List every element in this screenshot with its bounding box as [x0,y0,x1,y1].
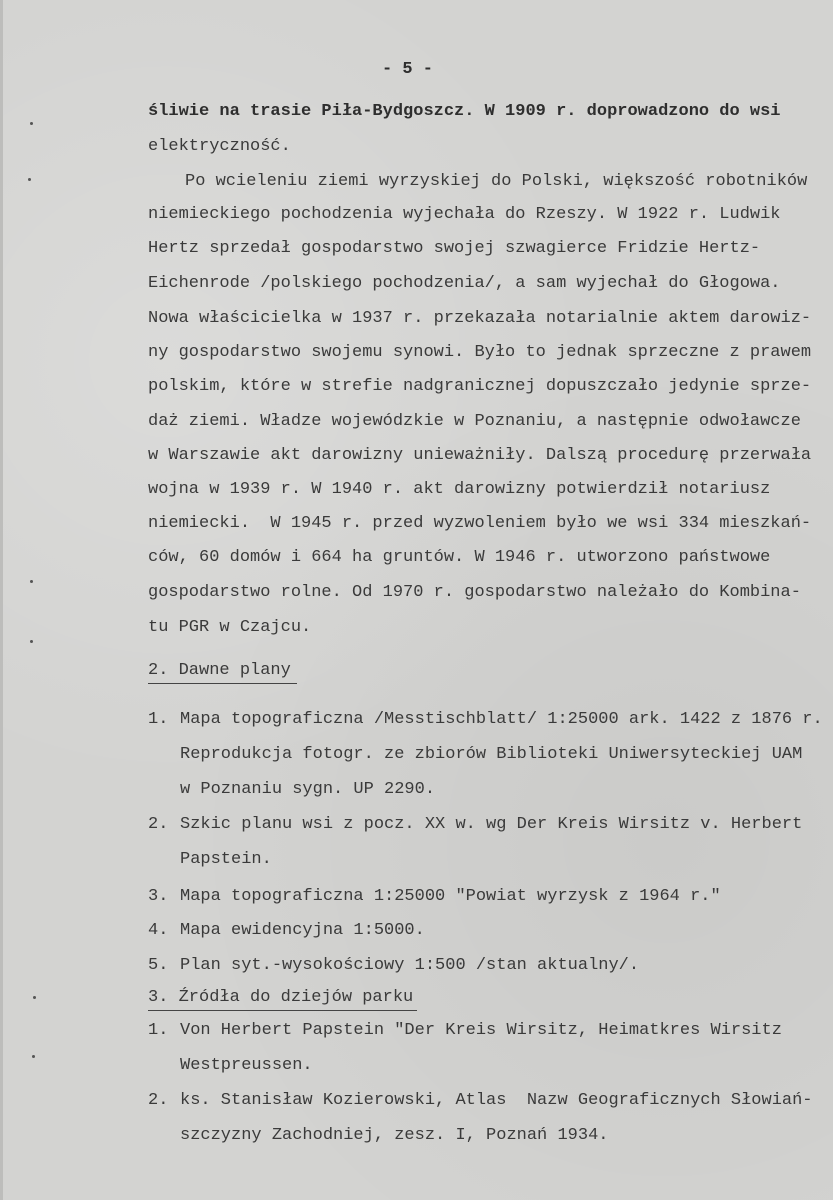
text-line: Eichenrode /polskiego pochodzenia/, a sam wyjechał do Głogowa. [148,274,781,293]
list-number: 5. [148,956,169,975]
list-number: 1. [148,1021,169,1040]
text-line: Nowa właścicielka w 1937 r. przekazała notarialnie aktem darowiz- [148,309,812,328]
margin-speck [33,996,36,999]
margin-speck [28,178,31,181]
text-line: daż ziemi. Władze wojewódzkie w Poznaniu, a następnie odwoławcze [148,412,801,431]
section-heading-zrodla: 3. Źródła do dziejów parku [148,988,417,1011]
list-item: Westpreussen. [180,1056,313,1075]
list-number: 2. [148,1091,169,1110]
text-line: elektryczność. [148,137,291,156]
text-line: w Warszawie akt darowizny unieważniły. Dalszą procedurę przerwała [148,446,812,465]
text-line: tu PGR w Czajcu. [148,618,312,637]
text-line: ców, 60 domów i 664 ha gruntów. W 1946 r. utworzono państwowe [148,548,771,567]
text-line: niemieckiego pochodzenia wyjechała do Rzeszy. W 1922 r. Ludwik [148,205,781,224]
text-line: Po wcieleniu ziemi wyrzyskiej do Polski, większość robotników [185,172,808,191]
margin-speck [32,1055,35,1058]
list-number: 2. [148,815,169,834]
page-edge [0,0,3,1200]
list-item: Mapa topograficzna 1:25000 "Powiat wyrzysk z 1964 r." [180,887,721,906]
list-number: 1. [148,710,169,729]
margin-speck [30,580,33,583]
list-item: Mapa ewidencyjna 1:5000. [180,921,425,940]
section-heading-dawne-plany: 2. Dawne plany [148,661,297,684]
page-number: - 5 - [382,60,434,79]
list-number: 4. [148,921,169,940]
list-item: Papstein. [180,850,272,869]
list-number: 3. [148,887,169,906]
text-line: ny gospodarstwo swojemu synowi. Było to jednak sprzeczne z prawem [148,343,812,362]
list-item: Reprodukcja fotogr. ze zbiorów Biblioteki Uniwersyteckiej UAM [180,745,803,764]
text-line: gospodarstwo rolne. Od 1970 r. gospodarstwo należało do Kombina- [148,583,801,602]
list-item: ks. Stanisław Kozierowski, Atlas Nazw Geograficznych Słowiań- [180,1091,813,1110]
margin-speck [30,122,33,125]
list-item: Mapa topograficzna /Messtischblatt/ 1:25000 ark. 1422 z 1876 r. [180,710,823,729]
list-item: szczyzny Zachodniej, zesz. I, Poznań 1934. [180,1126,609,1145]
list-item: Szkic planu wsi z pocz. XX w. wg Der Kreis Wirsitz v. Herbert [180,815,803,834]
list-item: Plan syt.-wysokościowy 1:500 /stan aktualny/. [180,956,640,975]
text-line: śliwie na trasie Piła-Bydgoszcz. W 1909 r. doprowadzono do wsi [148,102,781,121]
text-line: polskim, które w strefie nadgranicznej dopuszczało jedynie sprze- [148,377,812,396]
margin-speck [30,640,33,643]
text-line: wojna w 1939 r. W 1940 r. akt darowizny potwierdził notariusz [148,480,771,499]
text-line: Hertz sprzedał gospodarstwo swojej szwagierce Fridzie Hertz- [148,239,761,258]
list-item: w Poznaniu sygn. UP 2290. [180,780,436,799]
text-line: niemiecki. W 1945 r. przed wyzwoleniem było we wsi 334 mieszkań- [148,514,812,533]
list-item: Von Herbert Papstein "Der Kreis Wirsitz, Heimatkres Wirsitz [180,1021,782,1040]
